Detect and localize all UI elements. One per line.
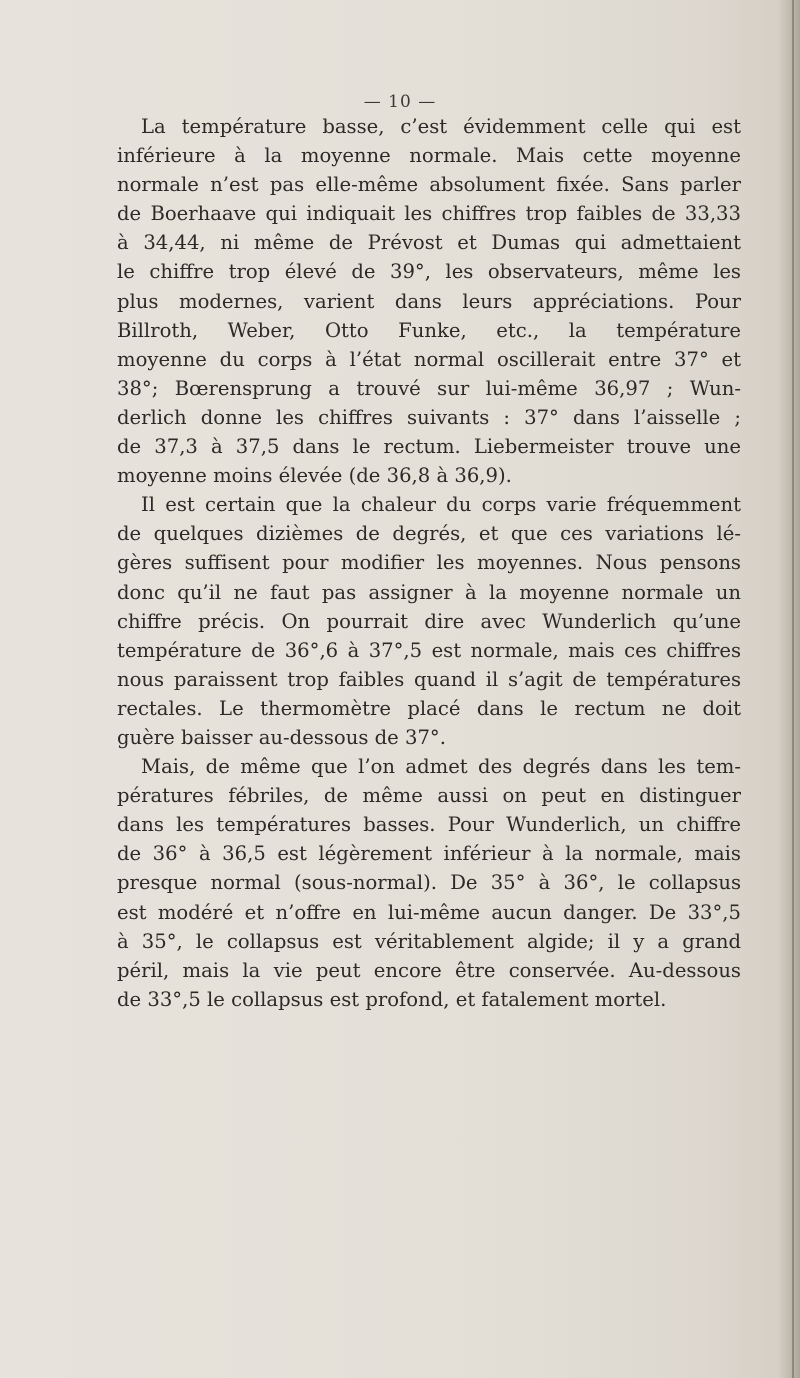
body-text <box>117 112 741 1014</box>
text-line: de 37,3 à 37,5 dans le rectum. Liebermeister trouve une <box>117 435 741 459</box>
text-line: moyenne moins élevée (de 36,8 à 36,9). <box>117 464 512 488</box>
text-line: donc qu’il ne faut pas assigner à la moyenne normale un <box>117 580 741 604</box>
text-line: Mais, de même que l’on admet des degrés dans les tem- <box>141 755 741 779</box>
text-line: de Boerhaave qui indiquait les chiffres trop faibles de 33,33 <box>117 202 741 226</box>
text-line: péril, mais la vie peut encore être conservée. Au-dessous <box>117 958 741 982</box>
text-line: à 35°, le collapsus est véritablement algide; il y a grand <box>117 929 741 953</box>
text-line: nous paraissent trop faibles quand il s’agit de températures <box>117 667 741 691</box>
text-line: chiffre précis. On pourrait dire avec Wunderlich qu’une <box>117 609 741 633</box>
text-line: 38°; Bœrensprung a trouvé sur lui-même 36,97 ; Wun- <box>117 376 741 400</box>
text-line: rectales. Le thermomètre placé dans le rectum ne doit <box>117 696 741 720</box>
text-line: est modéré et n’offre en lui-même aucun danger. De 33°,5 <box>117 900 741 924</box>
text-line: Il est certain que la chaleur du corps varie fréquemment <box>141 493 741 517</box>
text-line: température de 36°,6 à 37°,5 est normale, mais ces chiffres <box>117 638 741 662</box>
text-line: presque normal (sous-normal). De 35° à 36°, le collapsus <box>117 871 741 895</box>
text-line: gères suffisent pour modifier les moyennes. Nous pensons <box>117 551 741 575</box>
text-line: Billroth, Weber, Otto Funke, etc., la température <box>117 318 741 342</box>
text-line: La température basse, c’est évidemment celle qui est <box>141 115 741 138</box>
text-line: pératures fébriles, de même aussi on peut en distinguer <box>117 784 741 808</box>
text-line: moyenne du corps à l’état normal oscillerait entre 37° et <box>117 347 741 371</box>
page-number: — 10 — <box>363 92 437 112</box>
text-line: guère baisser au-dessous de 37°. <box>117 725 446 749</box>
text-line: à 34,44, ni même de Prévost et Dumas qui admettaient <box>117 231 741 255</box>
text-line: inférieure à la moyenne normale. Mais cette moyenne <box>117 144 741 168</box>
text-line: derlich donne les chiffres suivants : 37° dans l’aisselle ; <box>117 405 741 429</box>
text-line: de quelques dizièmes de degrés, et que ces variations lé- <box>117 522 741 546</box>
text-line: normale n’est pas elle-même absolument fixée. Sans parler <box>117 173 741 197</box>
text-line: de 33°,5 le collapsus est profond, et fatalement mortel. <box>117 987 667 1011</box>
text-line: plus modernes, varient dans leurs appréciations. Pour <box>117 289 741 313</box>
text-line: le chiffre trop élevé de 39°, les observateurs, même les <box>117 260 741 284</box>
text-line: de 36° à 36,5 est légèrement inférieur à la normale, mais <box>117 842 741 866</box>
text-line: dans les températures basses. Pour Wunderlich, un chiffre <box>117 813 741 837</box>
page-edge-line <box>792 0 794 1378</box>
page-edge-shadow <box>778 0 800 1378</box>
